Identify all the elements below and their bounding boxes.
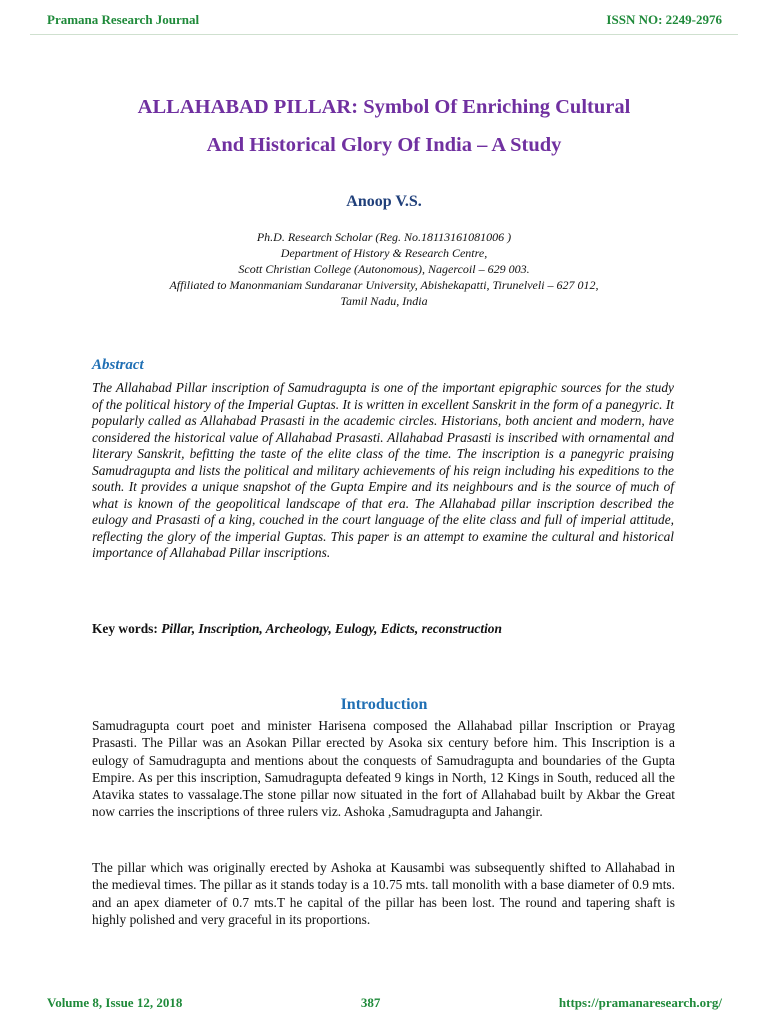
author-affiliation	[40, 229, 728, 309]
page-header	[47, 12, 722, 28]
keywords	[92, 621, 674, 637]
paper-title	[40, 88, 728, 164]
keywords-label: Key words:	[92, 621, 162, 636]
keywords-values: Pillar, Inscription, Archeology, Eulogy, Edicts, reconstruction	[161, 621, 502, 636]
introduction-heading: Introduction	[340, 696, 428, 713]
affiliation-line: Affiliated to Manonmaniam Sundaranar University, Abishekapatti, Tirunelveli – 627 012,	[169, 278, 599, 292]
volume-issue: Volume 8, Issue 12, 2018	[47, 995, 183, 1010]
affiliation-line: Tamil Nadu, India	[340, 294, 428, 308]
issn-number: ISSN NO: 2249-2976	[606, 12, 722, 27]
author-name: Anoop V.S.	[346, 193, 422, 210]
affiliation-line: Scott Christian College (Autonomous), Nagercoil – 629 003.	[238, 262, 530, 276]
title-line-2: And Historical Glory Of India – A Study	[206, 134, 562, 156]
page-footer	[47, 995, 722, 1011]
journal-url[interactable]: https://pramanaresearch.org/	[558, 995, 722, 1010]
abstract-text: The Allahabad Pillar inscription of Samudragupta is one of the important epigraphic sources for the study of the political history of the Imperial Guptas. It is written in excellent Sanskrit in the form of a panegyric. It popularly called as Allahabad Prasasti in the academic circles. Historians, both ancient and modern, have considered the historical value of Allahabad Prasasti. Allahabad Prasasti is inscribed with ornamental and literary Sanskrit, befitting the taste of the elite class of the time. The inscription is a panegyric praising Samudragupta and lists the political and military achievements of his reign including his expeditions to the south. It provides a unique snapshot of the Gupta Empire and its neighbours and is the source of much of what is known of the geopolitical landscape of that era. The Allahabad pillar inscription described the eulogy and Prasasti of a king, couched in the court language of the elite class and full of imperial attitude, reflecting the glory of the imperial Guptas. This paper is an attempt to examine the cultural and historical importance of Allahabad Pillar inscriptions.	[92, 380, 674, 560]
introduction-paragraph: The pillar which was originally erected by Ashoka at Kausambi was subsequently shifted to Allahabad in the medieval times. The pillar as it stands today is a 10.75 mts. tall monolith with a base diameter of 0.9 mts. and an apex diameter of 0.7 mts.T he capital of the pillar has been lost. The round and tapering shaft is highly polished and very graceful in its proportions.	[92, 860, 675, 927]
affiliation-line: Ph.D. Research Scholar (Reg. No.18113161081006 )	[256, 230, 512, 244]
abstract-heading: Abstract	[92, 357, 144, 373]
journal-name: Pramana Research Journal	[47, 12, 200, 27]
introduction-paragraph: Samudragupta court poet and minister Harisena composed the Allahabad pillar Inscription or Prayag Prasasti. The Pillar was an Asokan Pillar erected by Asoka six century before him. This Inscription is a eulogy of Samudragupta and mentions about the conquests of Samudragupta and boundaries of the Gupta Empire. As per this inscription, Samudragupta defeated 9 kings in North, 12 Kings in South, reduced all the Atavika states to vassalage.The stone pillar now situated in the fort of Allahabad built by Akbar the Great now carries the inscriptions of three rulers viz. Ashoka ,Samudragupta and Jahangir.	[92, 718, 675, 820]
page-number: 387	[360, 995, 381, 1010]
affiliation-line: Department of History & Research Centre,	[280, 246, 488, 260]
header-divider	[30, 34, 738, 35]
title-line-1: ALLAHABAD PILLAR: Symbol Of Enriching Cultural	[137, 96, 631, 118]
